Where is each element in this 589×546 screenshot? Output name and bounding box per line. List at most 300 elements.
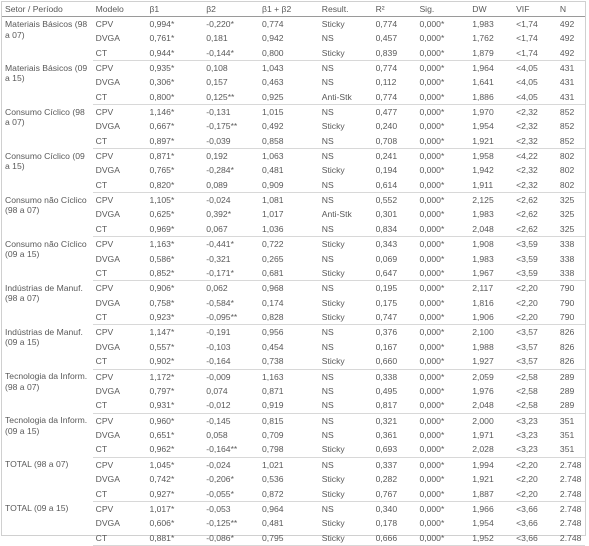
table-row (2, 413, 585, 428)
result-cell: NS (319, 222, 373, 237)
dw-cell: 2,028 (469, 442, 513, 457)
n-cell: 325 (557, 222, 585, 237)
r2-cell: 0,069 (375, 253, 398, 264)
sig-cell: 0,000* (419, 415, 445, 426)
sig-cell: 0,000* (416, 310, 469, 325)
beta-sum-cell: 1,021 (262, 459, 284, 470)
dw-cell: 1,954 (472, 517, 494, 528)
result-cell: NS (319, 398, 373, 413)
vif-cell: <2,20 (516, 283, 538, 294)
model-cell: CPV (95, 107, 114, 118)
dw-cell: 1,976 (472, 385, 494, 396)
sector-period-cell: Tecnologia da Inform. (09 a 15) (5, 415, 88, 436)
n-cell: 2.748 (559, 517, 582, 528)
dw-cell: 1,762 (472, 33, 494, 44)
n-cell: 2.748 (559, 473, 582, 484)
result-cell: Sticky (321, 517, 345, 528)
sig-cell: 0,000* (419, 517, 445, 528)
vif-cell: <4,05 (516, 77, 538, 88)
beta-sum-cell: 0,968 (262, 283, 284, 294)
n-cell: 802 (559, 165, 575, 176)
vif-cell: <1,74 (516, 33, 538, 44)
sig-cell: 0,000* (416, 398, 469, 413)
header-dw: DW (469, 2, 513, 17)
dw-cell: 1,879 (469, 46, 513, 61)
n-cell: 351 (557, 442, 585, 457)
n-cell: 431 (557, 90, 585, 105)
beta1-cell: 0,651* (149, 429, 175, 440)
beta2-cell: -0,009 (206, 371, 231, 382)
vif-cell: <3,23 (513, 442, 557, 457)
r2-cell: 0,337 (375, 459, 398, 470)
r2-cell: 0,774 (375, 19, 398, 29)
n-cell: 2.748 (559, 459, 582, 470)
result-cell: NS (321, 151, 334, 162)
sig-cell: 0,000* (416, 354, 469, 369)
beta1-cell: 0,931* (146, 398, 203, 413)
vif-cell: <2,32 (516, 107, 538, 118)
beta2-cell: -0,220* (206, 19, 234, 29)
beta2-cell: -0,053 (206, 503, 231, 514)
dw-cell: 2,100 (472, 327, 494, 338)
n-cell: 338 (559, 239, 575, 250)
model-cell: CT (93, 354, 147, 369)
beta-sum-cell: 0,738 (259, 354, 319, 369)
table-row (2, 149, 585, 164)
beta2-cell: -0,171* (203, 266, 259, 281)
n-cell: 826 (557, 354, 585, 369)
result-cell: NS (319, 178, 373, 193)
beta2-cell: 0,108 (206, 63, 228, 74)
sig-cell: 0,000* (419, 63, 445, 74)
r2-cell: 0,774 (373, 90, 417, 105)
header-r2: R² (373, 2, 417, 17)
model-cell: CT (93, 310, 147, 325)
n-cell: 431 (559, 77, 575, 88)
sig-cell: 0,000* (419, 341, 445, 352)
beta1-cell: 0,923* (146, 310, 203, 325)
result-cell: Anti-Stk (321, 209, 352, 220)
dw-cell: 1,994 (472, 459, 494, 470)
beta1-cell: 0,667* (149, 121, 175, 132)
header-n: N (557, 2, 585, 17)
vif-cell: <2,32 (513, 134, 557, 149)
sig-cell: 0,000* (419, 165, 445, 176)
beta-sum-cell: 0,828 (259, 310, 319, 325)
n-cell: 492 (559, 33, 575, 44)
r2-cell: 0,647 (373, 266, 417, 281)
beta2-cell: -0,584* (206, 297, 234, 308)
dw-cell: 2,117 (472, 283, 494, 294)
sector-period-cell: Indústrias de Manuf. (98 a 07) (5, 282, 83, 304)
dw-cell: 1,906 (469, 310, 513, 325)
beta-sum-cell: 1,036 (259, 222, 319, 237)
sig-cell: 0,000* (419, 283, 445, 294)
sig-cell: 0,000* (416, 487, 469, 502)
beta-sum-cell: 0,858 (259, 134, 319, 149)
sector-period-cell: Consumo não Cíclico (09 a 15) (5, 238, 87, 260)
dw-cell: 1,954 (472, 121, 494, 132)
beta1-cell: 0,881* (146, 531, 203, 546)
sig-cell: 0,000* (416, 266, 469, 281)
beta1-cell: 0,935* (149, 63, 175, 74)
model-cell: CPV (95, 503, 114, 514)
model-cell: CT (93, 222, 147, 237)
header-beta2: β2 (203, 2, 259, 17)
result-cell: NS (321, 371, 334, 382)
beta2-cell: -0,164 (203, 354, 259, 369)
sig-cell: 0,000* (419, 429, 445, 440)
r2-cell: 0,361 (375, 429, 398, 440)
beta1-cell: 0,800* (146, 90, 203, 105)
beta-sum-cell: 0,174 (262, 297, 284, 308)
beta-sum-cell: 0,942 (262, 33, 284, 44)
r2-cell: 0,767 (373, 487, 417, 502)
dw-cell: 1,641 (472, 77, 494, 88)
dw-cell: 2,048 (469, 222, 513, 237)
vif-cell: <2,32 (516, 121, 538, 132)
dw-cell: 1,983 (472, 253, 494, 264)
r2-cell: 0,112 (375, 77, 397, 88)
model-cell: CPV (95, 19, 114, 29)
result-cell: NS (321, 33, 334, 44)
sig-cell: 0,000* (419, 121, 445, 132)
sig-cell: 0,000* (416, 178, 469, 193)
beta1-cell: 0,871* (149, 151, 175, 162)
r2-cell: 0,321 (375, 415, 398, 426)
beta2-cell: -0,321 (206, 253, 231, 264)
beta-sum-cell: 0,463 (262, 77, 284, 88)
sig-cell: 0,000* (416, 134, 469, 149)
n-cell: 2.748 (557, 487, 585, 502)
beta2-cell: -0,039 (203, 134, 259, 149)
beta1-cell: 0,969* (146, 222, 203, 237)
r2-cell: 0,240 (375, 121, 398, 132)
vif-cell: <3,59 (516, 253, 538, 264)
result-cell: Sticky (319, 46, 373, 61)
model-cell: CPV (95, 371, 114, 382)
header-model: Modelo (93, 2, 147, 17)
table-row (2, 501, 585, 516)
beta1-cell: 1,017* (149, 503, 175, 514)
sig-cell: 0,000* (416, 531, 469, 546)
beta2-cell: -0,024 (206, 459, 231, 470)
vif-cell: <4,05 (516, 63, 538, 74)
result-cell: NS (321, 503, 334, 514)
beta1-cell: 0,897* (146, 134, 203, 149)
beta1-cell: 0,944* (146, 46, 203, 61)
vif-cell: <2,32 (516, 165, 538, 176)
model-cell: DVGA (95, 121, 120, 132)
result-cell: NS (321, 77, 334, 88)
result-cell: NS (321, 195, 334, 206)
beta1-cell: 1,163* (149, 239, 175, 250)
vif-cell: <3,23 (516, 415, 538, 426)
beta-sum-cell: 0,815 (262, 415, 284, 426)
r2-cell: 0,614 (373, 178, 417, 193)
sector-period-cell: Consumo Cíclico (98 a 07) (5, 106, 85, 128)
vif-cell: <2,58 (516, 385, 538, 396)
header-sig: Sig. (416, 2, 469, 17)
beta2-cell: -0,191 (206, 327, 231, 338)
model-cell: DVGA (95, 385, 120, 396)
dw-cell: 1,964 (472, 63, 494, 74)
vif-cell: <2,20 (516, 473, 538, 484)
model-cell: CT (93, 531, 147, 546)
beta1-cell: 1,045* (149, 459, 175, 470)
vif-cell: <4,22 (516, 151, 538, 162)
beta1-cell: 0,586* (149, 253, 175, 264)
model-cell: CPV (95, 239, 114, 250)
dw-cell: 1,886 (469, 90, 513, 105)
beta2-cell: 0,067 (203, 222, 259, 237)
r2-cell: 0,834 (373, 222, 417, 237)
r2-cell: 0,241 (375, 151, 398, 162)
sector-period-cell: Indústrias de Manuf. (09 a 15) (5, 326, 83, 348)
header-beta1: β1 (146, 2, 203, 17)
beta-sum-cell: 1,017 (262, 209, 284, 220)
model-cell: CT (93, 442, 147, 457)
beta1-cell: 1,147* (149, 327, 175, 338)
header-beta-sum: β1 + β2 (259, 2, 319, 17)
header-result: Result. (319, 2, 373, 17)
beta2-cell: -0,024 (206, 195, 231, 206)
vif-cell: <3,59 (516, 239, 538, 250)
beta2-cell: -0,103 (206, 341, 231, 352)
model-cell: DVGA (95, 429, 120, 440)
result-cell: Sticky (319, 487, 373, 502)
n-cell: 826 (559, 327, 575, 338)
beta-sum-cell: 0,956 (262, 327, 284, 338)
r2-cell: 0,666 (373, 531, 417, 546)
result-cell: NS (321, 341, 334, 352)
result-cell: Sticky (321, 19, 345, 29)
r2-cell: 0,376 (375, 327, 398, 338)
table-row (2, 17, 585, 32)
beta-sum-cell: 1,015 (262, 107, 284, 118)
n-cell: 826 (559, 341, 575, 352)
beta2-cell: 0,392* (206, 209, 232, 220)
result-cell: Anti-Stk (319, 90, 373, 105)
n-cell: 802 (557, 178, 585, 193)
beta2-cell: -0,086* (203, 531, 259, 546)
vif-cell: <3,23 (516, 429, 538, 440)
beta2-cell: -0,164** (203, 442, 259, 457)
result-cell: Sticky (321, 121, 345, 132)
beta2-cell: -0,125** (206, 517, 238, 528)
model-cell: DVGA (95, 209, 120, 220)
model-cell: CPV (95, 459, 114, 470)
r2-cell: 0,338 (375, 371, 398, 382)
table-row (2, 61, 585, 76)
result-cell: Sticky (321, 165, 345, 176)
model-cell: CPV (95, 63, 114, 74)
model-cell: DVGA (95, 297, 120, 308)
sig-cell: 0,000* (419, 297, 445, 308)
header-row (2, 2, 585, 17)
dw-cell: 1,983 (472, 209, 494, 220)
dw-cell: 1,983 (472, 19, 494, 29)
beta1-cell: 0,606* (149, 517, 175, 528)
n-cell: 289 (557, 398, 585, 413)
beta-sum-cell: 0,909 (259, 178, 319, 193)
sector-period-cell: Consumo Cíclico (09 a 15) (5, 150, 85, 172)
sig-cell: 0,000* (416, 46, 469, 61)
beta-sum-cell: 0,872 (259, 487, 319, 502)
beta2-cell: -0,055* (203, 487, 259, 502)
beta2-cell: -0,206* (206, 473, 234, 484)
beta-sum-cell: 0,919 (259, 398, 319, 413)
n-cell: 289 (559, 371, 575, 382)
sig-cell: 0,000* (419, 459, 445, 470)
beta1-cell: 0,962* (146, 442, 203, 457)
beta2-cell: -0,095** (203, 310, 259, 325)
beta2-cell: -0,284* (206, 165, 234, 176)
vif-cell: <3,66 (513, 531, 557, 546)
beta2-cell: 0,157 (206, 77, 228, 88)
sig-cell: 0,000* (419, 33, 445, 44)
result-cell: Sticky (319, 531, 373, 546)
beta1-cell: 0,906* (149, 283, 175, 294)
beta1-cell: 0,742* (149, 473, 175, 484)
beta2-cell: -0,012 (203, 398, 259, 413)
table-frame (1, 1, 586, 543)
model-cell: CT (93, 46, 147, 61)
beta-sum-cell: 1,043 (262, 63, 284, 74)
vif-cell: <2,58 (513, 398, 557, 413)
vif-cell: <2,62 (516, 195, 538, 206)
beta1-cell: 0,852* (146, 266, 203, 281)
beta2-cell: 0,192 (206, 151, 228, 162)
beta1-cell: 0,761* (149, 33, 175, 44)
model-cell: CT (93, 90, 147, 105)
beta2-cell: 0,062 (206, 283, 228, 294)
r2-cell: 0,817 (373, 398, 417, 413)
r2-cell: 0,194 (375, 165, 398, 176)
sig-cell: 0,000* (419, 253, 445, 264)
table-body (2, 17, 585, 546)
result-cell: NS (321, 429, 334, 440)
r2-cell: 0,282 (375, 473, 398, 484)
sector-period-cell: Materiais Básicos (98 a 07) (5, 19, 88, 40)
model-cell: CT (93, 178, 147, 193)
result-cell: Sticky (319, 266, 373, 281)
beta2-cell: -0,441* (206, 239, 234, 250)
model-cell: CT (93, 487, 147, 502)
beta-sum-cell: 0,709 (262, 429, 284, 440)
model-cell: DVGA (95, 165, 120, 176)
sig-cell: 0,000* (419, 503, 445, 514)
header-sector: Setor / Período (2, 2, 93, 17)
beta-sum-cell: 0,925 (259, 90, 319, 105)
r2-cell: 0,175 (375, 297, 398, 308)
dw-cell: 2,059 (472, 371, 494, 382)
sector-period-cell: TOTAL (98 a 07) (5, 459, 69, 470)
model-cell: CPV (95, 151, 114, 162)
beta1-cell: 1,105* (149, 195, 175, 206)
beta-sum-cell: 1,063 (262, 151, 284, 162)
beta2-cell: -0,145 (206, 415, 231, 426)
sig-cell: 0,000* (419, 327, 445, 338)
sig-cell: 0,000* (419, 209, 445, 220)
beta-sum-cell: 0,871 (262, 385, 284, 396)
beta2-cell: 0,181 (206, 33, 228, 44)
vif-cell: <3,66 (516, 503, 538, 514)
model-cell: DVGA (95, 33, 120, 44)
beta-sum-cell: 0,265 (262, 253, 284, 264)
results-table (2, 2, 585, 546)
vif-cell: <2,20 (513, 310, 557, 325)
beta1-cell: 1,172* (149, 371, 175, 382)
dw-cell: 1,952 (469, 531, 513, 546)
r2-cell: 0,693 (373, 442, 417, 457)
beta1-cell: 1,146* (149, 107, 175, 118)
table-row (2, 281, 585, 296)
n-cell: 338 (557, 266, 585, 281)
vif-cell: <2,20 (516, 459, 538, 470)
table-row (2, 457, 585, 472)
model-cell: CT (93, 134, 147, 149)
beta1-cell: 0,994* (149, 19, 175, 29)
result-cell: NS (321, 327, 334, 338)
sector-period-cell: Consumo não Cíclico (98 a 07) (5, 194, 87, 216)
model-cell: DVGA (95, 253, 120, 264)
result-cell: NS (321, 415, 334, 426)
table-row (2, 105, 585, 120)
model-cell: CT (93, 398, 147, 413)
vif-cell: <4,05 (513, 90, 557, 105)
n-cell: 790 (557, 310, 585, 325)
n-cell: 492 (557, 46, 585, 61)
beta-sum-cell: 0,481 (262, 517, 284, 528)
result-cell: Sticky (321, 473, 345, 484)
result-cell: Sticky (319, 442, 373, 457)
beta2-cell: -0,175** (206, 121, 238, 132)
beta-sum-cell: 1,163 (262, 371, 284, 382)
sig-cell: 0,000* (419, 385, 445, 396)
beta-sum-cell: 0,681 (259, 266, 319, 281)
beta1-cell: 0,820* (146, 178, 203, 193)
r2-cell: 0,477 (375, 107, 398, 118)
dw-cell: 1,921 (472, 473, 494, 484)
n-cell: 325 (559, 195, 575, 206)
dw-cell: 1,887 (469, 487, 513, 502)
sig-cell: 0,000* (419, 77, 445, 88)
r2-cell: 0,495 (375, 385, 398, 396)
n-cell: 289 (559, 385, 575, 396)
sig-cell: 0,000* (416, 222, 469, 237)
dw-cell: 1,971 (472, 429, 494, 440)
result-cell: NS (321, 459, 334, 470)
sig-cell: 0,000* (419, 239, 445, 250)
sig-cell: 0,000* (419, 19, 445, 29)
model-cell: DVGA (95, 77, 120, 88)
beta2-cell: -0,144* (203, 46, 259, 61)
beta-sum-cell: 0,774 (262, 19, 284, 29)
model-cell: DVGA (95, 517, 120, 528)
n-cell: 338 (559, 253, 575, 264)
beta2-cell: 0,125** (203, 90, 259, 105)
beta-sum-cell: 0,722 (262, 239, 284, 250)
r2-cell: 0,660 (373, 354, 417, 369)
beta-sum-cell: 0,798 (259, 442, 319, 457)
result-cell: NS (321, 253, 334, 264)
n-cell: 351 (559, 415, 575, 426)
model-cell: DVGA (95, 341, 120, 352)
r2-cell: 0,178 (375, 517, 398, 528)
vif-cell: <2,32 (513, 178, 557, 193)
vif-cell: <3,57 (516, 327, 538, 338)
